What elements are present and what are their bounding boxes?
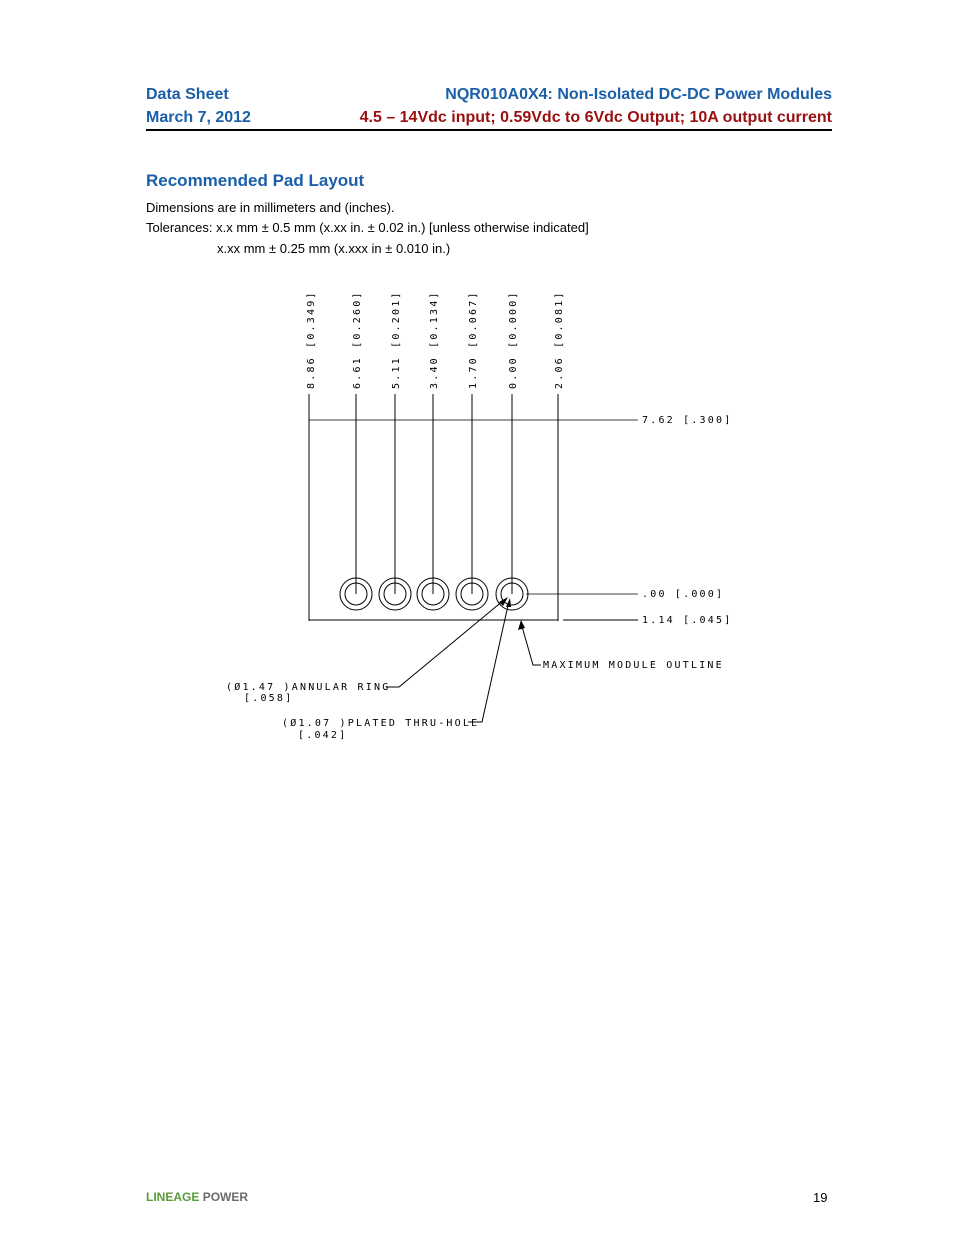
tolerance-note-2: x.xx mm ± 0.25 mm (x.xxx in ± 0.010 in.) [217, 241, 451, 256]
doc-type: Data Sheet [146, 86, 229, 103]
ring-label: (Ø1.47 )ANNULAR RING [226, 682, 391, 693]
tolerance-note: Tolerances: x.x mm ± 0.5 mm (x.xx in. ± 0.02 in.) [unless otherwise indicated] [146, 220, 589, 235]
page-number: 19 [813, 1190, 828, 1205]
col-dim-6: 0.00 [0.000] [508, 290, 519, 389]
outline-label: MAXIMUM MODULE OUTLINE [543, 660, 724, 671]
outline-leader [521, 623, 541, 665]
ring-leader [386, 600, 504, 687]
col-dim-4: 3.40 [0.134] [429, 290, 440, 389]
hole-arrowhead [506, 598, 511, 607]
dim-origin-label: .00 [.000] [642, 589, 725, 600]
hole-label-inch: [.042] [298, 730, 348, 741]
col-dim-1: 8.86 [0.349] [306, 290, 317, 389]
units-note: Dimensions are in millimeters and (inches). [146, 200, 395, 215]
col-dim-7: 2.06 [0.081] [554, 290, 565, 389]
dim-bottom-label: 1.14 [.045] [642, 615, 733, 626]
product-spec: 4.5 – 14Vdc input; 0.59Vdc to 6Vdc Output; 10A output current [359, 109, 832, 126]
hole-label: (Ø1.07 )PLATED THRU-HOLE [282, 718, 480, 729]
col-dim-3: 5.11 [0.201] [391, 290, 402, 389]
col-dim-5: 1.70 [0.067] [468, 290, 479, 389]
footer-brand-lineage: LINEAGE [146, 1190, 200, 1204]
doc-date: March 7, 2012 [146, 109, 251, 126]
footer-brand [146, 1190, 248, 1204]
outline-arrowhead [518, 620, 525, 630]
footer-brand-power: POWER [202, 1190, 249, 1204]
hole-leader [468, 601, 509, 722]
col-dim-2: 6.61 [0.260] [352, 290, 363, 389]
section-title: Recommended Pad Layout [146, 171, 365, 190]
product-title: NQR010A0X4: Non-Isolated DC-DC Power Modules [445, 86, 832, 103]
dim-top-label: 7.62 [.300] [642, 415, 733, 426]
ring-label-inch: [.058] [244, 693, 294, 704]
